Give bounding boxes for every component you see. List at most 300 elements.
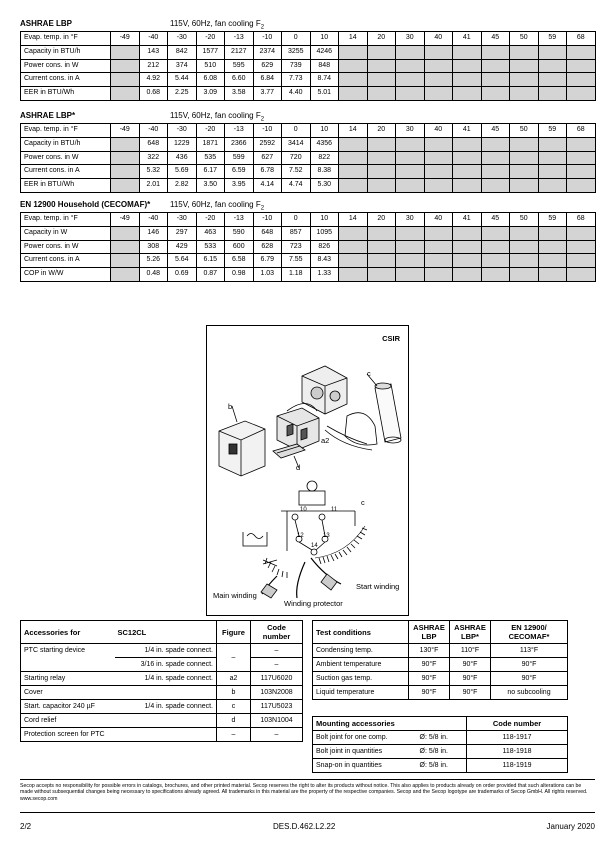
evap-temp-cell: -10 — [253, 32, 282, 46]
ashrae-lbp-star-conditions: 115V, 60Hz, fan cooling $F_2$ — [170, 111, 265, 123]
value-cell — [453, 87, 482, 101]
value-cell — [367, 165, 396, 179]
value-cell — [367, 73, 396, 87]
value-cell: 510 — [196, 59, 225, 73]
evap-temp-cell: -40 — [139, 124, 168, 138]
value-cell: 848 — [310, 59, 339, 73]
value-cell — [510, 87, 539, 101]
value-cell: 5.69 — [168, 165, 197, 179]
start-winding-label: Start winding — [356, 582, 400, 591]
value-cell — [567, 240, 596, 254]
table-row: Liquid temperature 90°F 90°F no subcooling — [313, 686, 568, 700]
evap-temp-label: Evap. temp. in °F — [21, 124, 111, 138]
value-cell — [538, 59, 567, 73]
value-cell: 2374 — [253, 45, 282, 59]
value-cell: 595 — [225, 59, 254, 73]
evap-temp-cell: 50 — [510, 124, 539, 138]
value-cell — [111, 268, 140, 282]
value-cell — [424, 254, 453, 268]
value-cell — [367, 226, 396, 240]
value-cell — [396, 73, 425, 87]
value-cell — [481, 45, 510, 59]
evap-temp-cell: 14 — [339, 32, 368, 46]
evap-temp-cell: 41 — [453, 213, 482, 227]
value-cell — [510, 45, 539, 59]
table-row: Condensing temp. 130°F 110°F 113°F — [313, 644, 568, 658]
value-cell: 822 — [310, 151, 339, 165]
value-cell: 739 — [282, 59, 311, 73]
value-cell — [111, 165, 140, 179]
value-cell — [339, 151, 368, 165]
value-cell — [424, 73, 453, 87]
value-cell: 3.77 — [253, 87, 282, 101]
evap-temp-cell: 50 — [510, 32, 539, 46]
value-cell — [424, 179, 453, 193]
value-cell — [396, 59, 425, 73]
evap-temp-cell: 0 — [282, 213, 311, 227]
acc-figure-header: Figure — [217, 621, 251, 644]
evap-temp-label: Evap. temp. in °F — [21, 32, 111, 46]
value-cell — [538, 226, 567, 240]
value-cell — [567, 268, 596, 282]
value-cell — [510, 254, 539, 268]
value-cell — [510, 151, 539, 165]
doc-number: DES.D.462.L2.22 — [273, 822, 336, 831]
value-cell: 374 — [168, 59, 197, 73]
test-en-header: EN 12900/ CECOMAF* — [491, 621, 568, 644]
table-row: Suction gas temp. 90°F 90°F 90°F — [313, 672, 568, 686]
value-cell — [339, 165, 368, 179]
evap-temp-cell: -13 — [225, 32, 254, 46]
value-cell: 2366 — [225, 137, 254, 151]
table-row — [21, 268, 596, 282]
value-cell: 720 — [282, 151, 311, 165]
evap-temp-cell: 40 — [424, 124, 453, 138]
value-cell: 5.30 — [310, 179, 339, 193]
value-cell: 4.74 — [282, 179, 311, 193]
value-cell — [538, 254, 567, 268]
terminal-11: 11 — [331, 507, 338, 513]
value-cell — [510, 226, 539, 240]
value-cell — [481, 254, 510, 268]
label-c-schematic: c — [361, 498, 365, 507]
evap-temp-cell: -30 — [168, 32, 197, 46]
value-cell: 308 — [139, 240, 168, 254]
value-cell — [481, 137, 510, 151]
footer-rule-bottom — [20, 812, 595, 813]
wiring-drawing — [207, 326, 408, 615]
value-cell — [510, 268, 539, 282]
value-cell — [538, 268, 567, 282]
value-cell — [339, 73, 368, 87]
value-cell — [367, 268, 396, 282]
value-cell: 1229 — [168, 137, 197, 151]
value-cell — [339, 45, 368, 59]
value-cell — [567, 151, 596, 165]
value-cell — [567, 165, 596, 179]
label-c-top: c — [367, 369, 371, 378]
en12900-conditions: 115V, 60Hz, fan cooling $F_2$ — [170, 200, 265, 212]
value-cell — [481, 179, 510, 193]
table-row — [21, 73, 596, 87]
evap-temp-cell: -40 — [139, 213, 168, 227]
value-cell — [510, 165, 539, 179]
evap-temp-cell: 30 — [396, 32, 425, 46]
value-cell — [567, 87, 596, 101]
value-cell — [111, 254, 140, 268]
value-cell — [567, 226, 596, 240]
value-cell: 3414 — [282, 137, 311, 151]
value-cell — [424, 226, 453, 240]
value-cell: 5.32 — [139, 165, 168, 179]
value-cell — [339, 137, 368, 151]
mounting-table — [312, 716, 568, 773]
value-cell: 6.58 — [225, 254, 254, 268]
value-cell: 1577 — [196, 45, 225, 59]
value-cell — [538, 137, 567, 151]
value-cell — [111, 151, 140, 165]
main-winding-label: Main winding — [213, 591, 257, 600]
evap-temp-cell: 14 — [339, 124, 368, 138]
test-cond-header: Test conditions — [313, 621, 409, 644]
value-cell — [396, 45, 425, 59]
accessories-table — [20, 620, 303, 742]
ashrae-lbp-conditions: 115V, 60Hz, fan cooling $F_2$ — [170, 19, 265, 31]
value-cell — [424, 165, 453, 179]
value-cell: 2592 — [253, 137, 282, 151]
disclaimer: Secop accepts no responsibility for possible errors in catalogs, brochures, and other printed material. Secop reserves the right to alter its products without notice. This also applies to products already on order provided that such alterations can be made without subsequential changes being necessary to specifications already agreed. All trademarks in this material are the property of the respective companies. Secop and the Secop logotype are trademarks of Secop GmbH. All rights reserved. www.secop.com — [20, 783, 588, 802]
value-cell — [567, 59, 596, 73]
value-cell — [538, 165, 567, 179]
value-cell: 0.98 — [225, 268, 254, 282]
value-cell — [111, 226, 140, 240]
value-cell: 322 — [139, 151, 168, 165]
terminal-10: 10 — [300, 507, 307, 513]
table-row: PTC starting device 1/4 in. spade connect. – – — [21, 644, 303, 658]
evap-temp-cell: 0 — [282, 124, 311, 138]
value-cell: 0.69 — [168, 268, 197, 282]
value-cell — [339, 254, 368, 268]
evap-temp-cell: 20 — [367, 213, 396, 227]
table-row — [21, 59, 596, 73]
value-cell — [453, 137, 482, 151]
table-row: Snap-on in quantities Ø: 5/8 in. 118-1919 — [313, 759, 568, 773]
evap-temp-cell: -20 — [196, 213, 225, 227]
value-cell: 842 — [168, 45, 197, 59]
en12900-table — [20, 212, 596, 282]
evap-temp-cell: -49 — [111, 32, 140, 46]
value-cell — [424, 268, 453, 282]
table-row — [21, 165, 596, 179]
value-cell: 212 — [139, 59, 168, 73]
evap-temp-cell: 40 — [424, 213, 453, 227]
row-label: EER in BTU/Wh — [21, 179, 111, 193]
value-cell: 1.33 — [310, 268, 339, 282]
value-cell — [367, 45, 396, 59]
value-cell — [111, 240, 140, 254]
value-cell — [396, 254, 425, 268]
ashrae-lbp-title: ASHRAE LBP — [20, 19, 73, 28]
value-cell — [111, 59, 140, 73]
value-cell — [339, 240, 368, 254]
value-cell — [424, 45, 453, 59]
value-cell — [424, 87, 453, 101]
value-cell — [567, 137, 596, 151]
value-cell: 5.01 — [310, 87, 339, 101]
value-cell — [424, 151, 453, 165]
winding-protector-label: Winding protector — [284, 599, 343, 608]
value-cell — [367, 87, 396, 101]
value-cell — [396, 179, 425, 193]
value-cell: 7.55 — [282, 254, 311, 268]
value-cell: 723 — [282, 240, 311, 254]
value-cell: 826 — [310, 240, 339, 254]
value-cell — [538, 87, 567, 101]
value-cell: 533 — [196, 240, 225, 254]
value-cell: 6.60 — [225, 73, 254, 87]
evap-temp-row — [21, 213, 596, 227]
table-row — [21, 137, 596, 151]
value-cell: 7.73 — [282, 73, 311, 87]
evap-temp-cell: 40 — [424, 32, 453, 46]
evap-temp-cell: -13 — [225, 213, 254, 227]
table-row: Protection screen for PTC – – — [21, 728, 303, 742]
evap-temp-cell: 45 — [481, 32, 510, 46]
evap-temp-cell: -10 — [253, 124, 282, 138]
row-label: Capacity in BTU/h — [21, 45, 111, 59]
value-cell — [453, 179, 482, 193]
value-cell — [111, 87, 140, 101]
value-cell: 146 — [139, 226, 168, 240]
value-cell — [424, 137, 453, 151]
value-cell — [453, 59, 482, 73]
value-cell — [339, 268, 368, 282]
value-cell: 3.50 — [196, 179, 225, 193]
value-cell — [481, 87, 510, 101]
value-cell — [111, 73, 140, 87]
table-row: Bolt joint in quantities Ø: 5/8 in. 118-1918 — [313, 745, 568, 759]
value-cell: 2.82 — [168, 179, 197, 193]
ptc-figure-cell: – — [217, 644, 251, 672]
evap-temp-cell: 0 — [282, 32, 311, 46]
value-cell: 5.44 — [168, 73, 197, 87]
value-cell: 627 — [253, 151, 282, 165]
value-cell: 6.79 — [253, 254, 282, 268]
value-cell: 4.92 — [139, 73, 168, 87]
evap-temp-cell: -30 — [168, 124, 197, 138]
value-cell: 648 — [139, 137, 168, 151]
row-label: Power cons. in W — [21, 240, 111, 254]
value-cell — [396, 137, 425, 151]
test-ashrae-header: ASHRAE LBP — [409, 621, 450, 644]
evap-temp-cell: 30 — [396, 213, 425, 227]
value-cell — [111, 137, 140, 151]
value-cell — [510, 59, 539, 73]
value-cell — [367, 240, 396, 254]
evap-temp-cell: 14 — [339, 213, 368, 227]
value-cell — [396, 240, 425, 254]
value-cell — [538, 179, 567, 193]
value-cell — [396, 165, 425, 179]
value-cell — [567, 179, 596, 193]
value-cell — [510, 240, 539, 254]
row-label: Power cons. in W — [21, 59, 111, 73]
value-cell — [396, 151, 425, 165]
evap-temp-cell: 10 — [310, 32, 339, 46]
evap-temp-cell: 68 — [567, 124, 596, 138]
value-cell — [481, 73, 510, 87]
value-cell: 463 — [196, 226, 225, 240]
value-cell: 0.87 — [196, 268, 225, 282]
acc-code-header: Code number — [251, 621, 303, 644]
value-cell: 6.84 — [253, 73, 282, 87]
evap-temp-cell: 30 — [396, 124, 425, 138]
value-cell: 297 — [168, 226, 197, 240]
row-label: Capacity in W — [21, 226, 111, 240]
value-cell — [453, 226, 482, 240]
value-cell — [424, 240, 453, 254]
value-cell — [481, 59, 510, 73]
value-cell: 1.18 — [282, 268, 311, 282]
evap-temp-label: Evap. temp. in °F — [21, 213, 111, 227]
value-cell — [481, 226, 510, 240]
acc-header: Accessories for — [21, 621, 115, 644]
value-cell: 436 — [168, 151, 197, 165]
value-cell — [396, 87, 425, 101]
value-cell — [567, 73, 596, 87]
evap-temp-cell: 45 — [481, 213, 510, 227]
ashrae-lbp-table — [20, 31, 596, 101]
evap-temp-cell: -20 — [196, 32, 225, 46]
row-label: Current cons. in A — [21, 73, 111, 87]
evap-temp-cell: 68 — [567, 32, 596, 46]
terminal-12: 12 — [297, 533, 304, 539]
table-row: Bolt joint for one comp. Ø: 5/8 in. 118-1917 — [313, 731, 568, 745]
value-cell: 628 — [253, 240, 282, 254]
row-label: Current cons. in A — [21, 165, 111, 179]
evap-temp-cell: 20 — [367, 124, 396, 138]
value-cell — [396, 268, 425, 282]
value-cell — [424, 59, 453, 73]
evap-temp-cell: -20 — [196, 124, 225, 138]
value-cell — [510, 137, 539, 151]
value-cell: 0.48 — [139, 268, 168, 282]
value-cell: 6.17 — [196, 165, 225, 179]
wiring-figure — [206, 325, 409, 616]
value-cell: 3255 — [282, 45, 311, 59]
table-row: Cover b 103N2008 — [21, 686, 303, 700]
mount-code-header: Code number — [467, 717, 568, 731]
evap-temp-cell: 41 — [453, 32, 482, 46]
value-cell — [111, 179, 140, 193]
label-b: b — [228, 402, 233, 411]
label-d: d — [296, 463, 301, 472]
value-cell — [339, 87, 368, 101]
evap-temp-cell: -49 — [111, 124, 140, 138]
value-cell — [538, 151, 567, 165]
page-number: 2/2 — [20, 822, 32, 831]
table-row: 3/16 in. spade connect. – — [21, 658, 303, 672]
value-cell — [567, 45, 596, 59]
value-cell — [453, 268, 482, 282]
doc-date: January 2020 — [546, 822, 595, 831]
value-cell: 7.52 — [282, 165, 311, 179]
value-cell — [396, 226, 425, 240]
value-cell: 1.03 — [253, 268, 282, 282]
table-row: Start. capacitor 240 µF 1/4 in. spade connect. c 117U5023 — [21, 700, 303, 714]
evap-temp-cell: 41 — [453, 124, 482, 138]
value-cell — [367, 137, 396, 151]
evap-temp-cell: -40 — [139, 32, 168, 46]
row-label: Capacity in BTU/h — [21, 137, 111, 151]
table-row — [21, 226, 596, 240]
value-cell — [453, 151, 482, 165]
value-cell: 629 — [253, 59, 282, 73]
evap-temp-cell: -10 — [253, 213, 282, 227]
value-cell: 4.14 — [253, 179, 282, 193]
value-cell: 5.64 — [168, 254, 197, 268]
table-row — [21, 45, 596, 59]
value-cell: 648 — [253, 226, 282, 240]
evap-temp-row — [21, 124, 596, 138]
terminal-13: 13 — [323, 533, 330, 539]
evap-temp-cell: 50 — [510, 213, 539, 227]
value-cell: 1095 — [310, 226, 339, 240]
value-cell: 6.15 — [196, 254, 225, 268]
table-row: Cord relief d 103N1004 — [21, 714, 303, 728]
table-row: Starting relay 1/4 in. spade connect. a2 117U6020 — [21, 672, 303, 686]
value-cell: 590 — [225, 226, 254, 240]
ashrae-lbp-star-title: ASHRAE LBP* — [20, 111, 76, 120]
value-cell: 2127 — [225, 45, 254, 59]
evap-temp-cell: 59 — [538, 213, 567, 227]
table-row — [21, 240, 596, 254]
value-cell — [453, 165, 482, 179]
value-cell: 3.58 — [225, 87, 254, 101]
footer-rule — [20, 779, 595, 780]
value-cell — [481, 165, 510, 179]
value-cell — [538, 240, 567, 254]
evap-temp-cell: 45 — [481, 124, 510, 138]
ashrae-lbp-star-table — [20, 123, 596, 193]
value-cell: 0.68 — [139, 87, 168, 101]
label-a2: a2 — [321, 436, 330, 445]
value-cell — [367, 59, 396, 73]
value-cell: 1871 — [196, 137, 225, 151]
row-label: COP in W/W — [21, 268, 111, 282]
evap-temp-cell: 68 — [567, 213, 596, 227]
value-cell — [510, 73, 539, 87]
test-conditions-table — [312, 620, 568, 700]
value-cell: 535 — [196, 151, 225, 165]
row-label: Power cons. in W — [21, 151, 111, 165]
value-cell — [538, 73, 567, 87]
value-cell: 6.59 — [225, 165, 254, 179]
row-label: EER in BTU/Wh — [21, 87, 111, 101]
value-cell: 2.01 — [139, 179, 168, 193]
value-cell — [453, 240, 482, 254]
value-cell: 8.38 — [310, 165, 339, 179]
table-row — [21, 87, 596, 101]
value-cell — [339, 226, 368, 240]
value-cell: 600 — [225, 240, 254, 254]
value-cell: 8.74 — [310, 73, 339, 87]
terminal-14: 14 — [311, 543, 318, 549]
test-ashrae-star-header: ASHRAE LBP* — [450, 621, 491, 644]
value-cell — [367, 179, 396, 193]
acc-model-header: SC12CL — [115, 621, 217, 644]
value-cell: 4356 — [310, 137, 339, 151]
